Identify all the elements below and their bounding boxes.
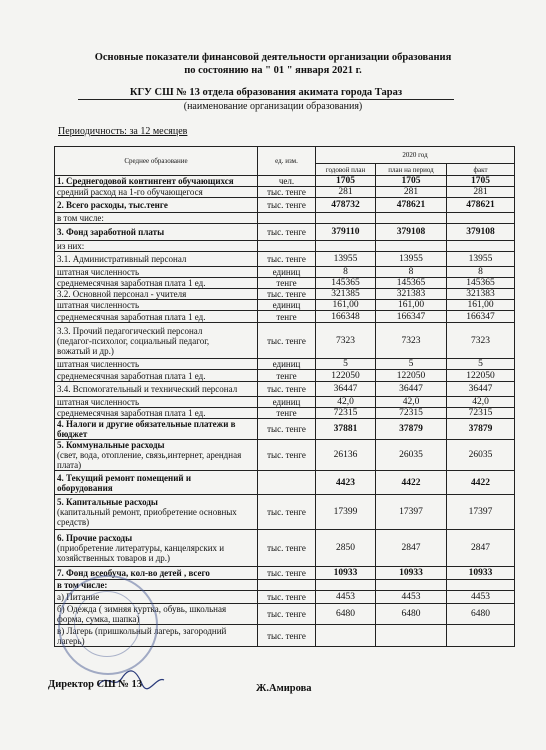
- row-fact: 478621: [447, 198, 515, 213]
- table-row: [55, 278, 515, 289]
- row-label: 3. Фонд заработной платы: [55, 224, 258, 241]
- row-plan-period: 379108: [376, 224, 447, 241]
- row-plan-year: 42,0: [316, 397, 376, 408]
- row-plan-period: 6480: [376, 604, 447, 625]
- row-plan-period: 145365: [376, 278, 447, 289]
- row-fact: [447, 625, 515, 647]
- table-row: [55, 311, 515, 323]
- row-plan-year: [316, 625, 376, 647]
- row-label: 3.1. Административный персонал: [55, 252, 258, 267]
- row-plan-year: 281: [316, 187, 376, 198]
- row-plan-period: 10933: [376, 567, 447, 580]
- table-row: [55, 408, 515, 419]
- table-row: [55, 224, 515, 241]
- row-plan-period: 8: [376, 267, 447, 278]
- row-fact: 5: [447, 359, 515, 370]
- row-fact: 26035: [447, 440, 515, 471]
- row-fact: 36447: [447, 382, 515, 397]
- table-row: [55, 397, 515, 408]
- row-plan-period: 36447: [376, 382, 447, 397]
- row-plan-period: 161,00: [376, 300, 447, 311]
- row-label: средний расход на 1-го обучающегося: [55, 187, 258, 198]
- row-label: 3.4. Вспомогательный и технический персонал: [55, 382, 258, 397]
- row-plan-period: 17397: [376, 495, 447, 530]
- row-label: в том числе:: [55, 213, 258, 224]
- row-unit: [258, 241, 316, 252]
- row-plan-year: 321385: [316, 289, 376, 300]
- row-label: штатная численность: [55, 359, 258, 370]
- row-label: среднемесячная заработная плата 1 ед.: [55, 311, 258, 323]
- row-fact: 37879: [447, 419, 515, 440]
- row-unit: тыс. тенге: [258, 440, 316, 471]
- row-fact: 379108: [447, 224, 515, 241]
- row-plan-year: [316, 213, 376, 224]
- header-year: 2020 год: [316, 147, 515, 164]
- row-unit: тыс. тенге: [258, 224, 316, 241]
- director-name: Ж.Амирова: [256, 683, 312, 694]
- row-unit: единиц: [258, 267, 316, 278]
- row-unit: тыс. тенге: [258, 625, 316, 647]
- row-plan-year: 161,00: [316, 300, 376, 311]
- row-plan-period: [376, 213, 447, 224]
- row-label: штатная численность: [55, 397, 258, 408]
- header-fact: факт: [447, 164, 515, 176]
- row-unit: [258, 580, 316, 591]
- row-unit: тенге: [258, 278, 316, 289]
- row-plan-year: 36447: [316, 382, 376, 397]
- row-plan-year: 72315: [316, 408, 376, 419]
- row-label: а) Питание: [55, 591, 258, 604]
- row-plan-period: 42,0: [376, 397, 447, 408]
- row-plan-period: 321383: [376, 289, 447, 300]
- row-plan-year: 5: [316, 359, 376, 370]
- row-fact: [447, 241, 515, 252]
- row-unit: тыс. тенге: [258, 591, 316, 604]
- row-plan-period: 72315: [376, 408, 447, 419]
- row-label: среднемесячная заработная плата 1 ед.: [55, 278, 258, 289]
- row-unit: единиц: [258, 397, 316, 408]
- row-unit: единиц: [258, 300, 316, 311]
- row-plan-year: [316, 241, 376, 252]
- row-unit: тыс. тенге: [258, 252, 316, 267]
- table-row: [55, 241, 515, 252]
- row-plan-year: 4423: [316, 471, 376, 495]
- table-row: [55, 440, 515, 471]
- row-unit: [258, 213, 316, 224]
- row-fact: 10933: [447, 567, 515, 580]
- table-row: [55, 289, 515, 300]
- table-row: [55, 419, 515, 440]
- row-plan-year: 8: [316, 267, 376, 278]
- table-row: [55, 471, 515, 495]
- row-unit: тенге: [258, 370, 316, 382]
- row-fact: 4422: [447, 471, 515, 495]
- periodicity: Периодичность: за 12 месяцев: [58, 126, 188, 137]
- row-label: штатная численность: [55, 267, 258, 278]
- row-unit: тыс. тенге: [258, 604, 316, 625]
- row-unit: чел.: [258, 176, 316, 187]
- row-fact: 166347: [447, 311, 515, 323]
- row-fact: 161,00: [447, 300, 515, 311]
- row-label: среднемесячная заработная плата 1 ед.: [55, 408, 258, 419]
- row-plan-year: 166348: [316, 311, 376, 323]
- report-date: по состоянию на " 01 " января 2021 г.: [184, 65, 362, 76]
- row-plan-year: 17399: [316, 495, 376, 530]
- row-fact: 122050: [447, 370, 515, 382]
- row-label: в том числе:: [55, 580, 258, 591]
- row-label: среднемесячная заработная плата 1 ед.: [55, 370, 258, 382]
- table-row: [55, 252, 515, 267]
- row-label: 7. Фонд всеобуча, кол-во детей , всего: [55, 567, 258, 580]
- row-plan-period: 478621: [376, 198, 447, 213]
- table-row: [55, 530, 515, 567]
- report-title: Основные показатели финансовой деятельности организации образования: [94, 52, 452, 63]
- row-fact: 1705: [447, 176, 515, 187]
- organization-caption: (наименование организации образования): [183, 101, 363, 112]
- row-plan-period: 281: [376, 187, 447, 198]
- header-name: Среднее образование: [55, 147, 258, 176]
- row-plan-period: [376, 625, 447, 647]
- row-fact: 8: [447, 267, 515, 278]
- row-plan-year: 37881: [316, 419, 376, 440]
- table-row: [55, 198, 515, 213]
- row-unit: тыс. тенге: [258, 530, 316, 567]
- row-plan-period: 4422: [376, 471, 447, 495]
- row-unit: тыс. тенге: [258, 323, 316, 359]
- row-unit: тыс. тенге: [258, 382, 316, 397]
- row-label: в) Лагерь (пришкольный лагерь, загородний лагерь): [55, 625, 258, 647]
- row-label: 1. Среднегодовой контингент обучающихся: [55, 176, 258, 187]
- row-plan-year: 4453: [316, 591, 376, 604]
- table-row: [55, 370, 515, 382]
- row-plan-period: 7323: [376, 323, 447, 359]
- row-label: 4. Налоги и другие обязательные платежи в бюджет: [55, 419, 258, 440]
- row-fact: 7323: [447, 323, 515, 359]
- row-unit: единиц: [258, 359, 316, 370]
- row-label: из них:: [55, 241, 258, 252]
- row-plan-year: [316, 580, 376, 591]
- row-plan-period: 26035: [376, 440, 447, 471]
- row-label: 6. Прочие расходы (приобретение литературы, канцелярских и хозяйственных товаров и др.): [55, 530, 258, 567]
- row-label: 3.3. Прочий педагогический персонал (педагог-психолог, социальный педагог, вожатый и др.): [55, 323, 258, 359]
- row-fact: 321383: [447, 289, 515, 300]
- row-plan-period: [376, 241, 447, 252]
- row-fact: 2847: [447, 530, 515, 567]
- row-label: 2. Всего расходы, тыс.тенге: [55, 198, 258, 213]
- row-plan-year: 2850: [316, 530, 376, 567]
- table-row: [55, 300, 515, 311]
- row-unit: тенге: [258, 408, 316, 419]
- row-plan-year: 6480: [316, 604, 376, 625]
- row-plan-period: 1705: [376, 176, 447, 187]
- table-row: [55, 323, 515, 359]
- row-plan-year: 13955: [316, 252, 376, 267]
- row-label: 4. Текущий ремонт помещений и оборудования: [55, 471, 258, 495]
- row-plan-period: 13955: [376, 252, 447, 267]
- table-row: [55, 187, 515, 198]
- row-unit: тыс. тенге: [258, 198, 316, 213]
- table-row: [55, 267, 515, 278]
- row-label: 3.2. Основной персонал - учителя: [55, 289, 258, 300]
- row-plan-period: 4453: [376, 591, 447, 604]
- row-label: 5. Капитальные расходы (капитальный ремонт, приобретение основных средств): [55, 495, 258, 530]
- row-unit: тыс. тенге: [258, 419, 316, 440]
- row-fact: 17397: [447, 495, 515, 530]
- row-plan-year: 478732: [316, 198, 376, 213]
- row-unit: тыс. тенге: [258, 567, 316, 580]
- row-unit: тенге: [258, 311, 316, 323]
- row-plan-year: 7323: [316, 323, 376, 359]
- row-plan-period: 166347: [376, 311, 447, 323]
- row-plan-year: 122050: [316, 370, 376, 382]
- financial-table: [54, 146, 515, 647]
- header-plan-year: годовой план: [316, 164, 376, 176]
- table-row: [55, 495, 515, 530]
- row-label: штатная численность: [55, 300, 258, 311]
- row-fact: [447, 580, 515, 591]
- row-plan-year: 10933: [316, 567, 376, 580]
- row-unit: тыс. тенге: [258, 289, 316, 300]
- row-fact: 281: [447, 187, 515, 198]
- row-label: б) Одежда ( зимняя куртка, обувь, школьная форма, сумка, шапка): [55, 604, 258, 625]
- row-unit: тыс. тенге: [258, 187, 316, 198]
- row-plan-year: 379110: [316, 224, 376, 241]
- row-plan-period: 37879: [376, 419, 447, 440]
- table-row: [55, 176, 515, 187]
- header-unit: ед. изм.: [258, 147, 316, 176]
- row-fact: 145365: [447, 278, 515, 289]
- row-unit: [258, 471, 316, 495]
- row-plan-period: 5: [376, 359, 447, 370]
- row-plan-period: [376, 580, 447, 591]
- row-fact: 42,0: [447, 397, 515, 408]
- row-fact: [447, 213, 515, 224]
- row-plan-period: 2847: [376, 530, 447, 567]
- table-row: [55, 359, 515, 370]
- table-row: [55, 382, 515, 397]
- table-row: [55, 213, 515, 224]
- row-plan-year: 1705: [316, 176, 376, 187]
- row-fact: 72315: [447, 408, 515, 419]
- organization-name: КГУ СШ № 13 отдела образования акимата города Тараз: [78, 87, 454, 100]
- row-fact: 13955: [447, 252, 515, 267]
- round-stamp-inner: [74, 591, 140, 657]
- row-plan-period: 122050: [376, 370, 447, 382]
- row-plan-year: 145365: [316, 278, 376, 289]
- header-plan-period: план на период: [376, 164, 447, 176]
- row-label: 5. Коммунальные расходы (свет, вода, отопление, связь,интернет, арендная плата): [55, 440, 258, 471]
- row-unit: тыс. тенге: [258, 495, 316, 530]
- row-plan-year: 26136: [316, 440, 376, 471]
- row-fact: 6480: [447, 604, 515, 625]
- director-label: Директор СШ № 13: [48, 679, 142, 690]
- row-fact: 4453: [447, 591, 515, 604]
